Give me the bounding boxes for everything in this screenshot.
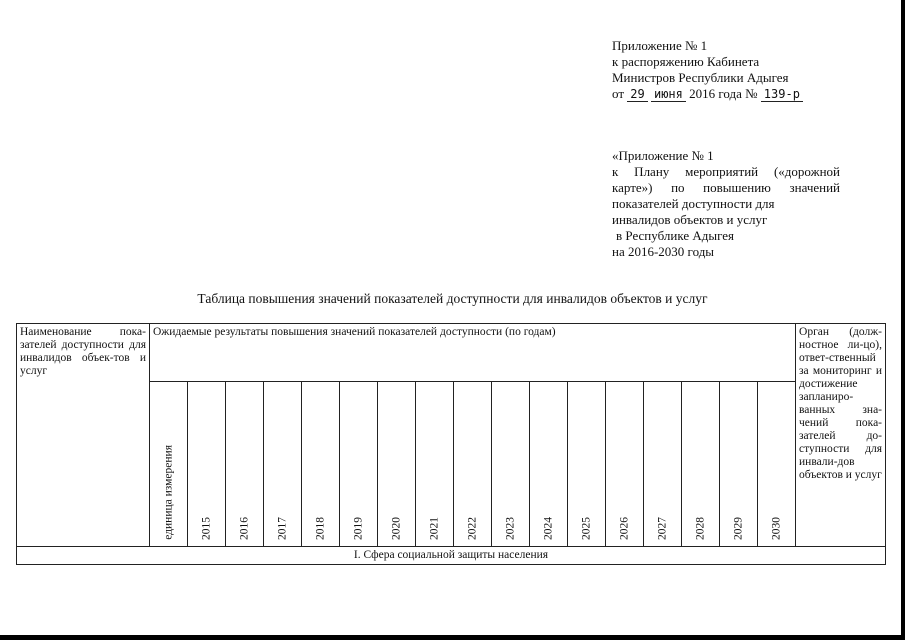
year-header: [492, 382, 530, 547]
unit-header: [150, 382, 188, 547]
header-row: [17, 324, 886, 382]
appendix-line: Приложение № 1: [612, 38, 708, 53]
year-label: 2028: [694, 517, 706, 540]
year-header: [264, 382, 302, 547]
year-header: [416, 382, 454, 547]
section-row: [17, 547, 886, 565]
indicator-name-header: Наименование пока-зателей доступности для инвалидов объек-тов и услуг: [17, 324, 150, 547]
year-label: 2018: [314, 517, 326, 540]
year-header: [454, 382, 492, 547]
year-header: [682, 382, 720, 547]
order-date-line: [612, 86, 803, 102]
year-label: 2024: [542, 517, 554, 540]
year-header: [302, 382, 340, 547]
page-right-border: [901, 0, 905, 640]
plan-line: на 2016-2030 годы: [612, 244, 715, 259]
year-label: 2027: [656, 517, 668, 540]
appendix-line: к распоряжению Кабинета: [612, 54, 760, 69]
plan-line: карте») по повышению значений: [612, 180, 840, 195]
plan-line: «Приложение № 1: [612, 148, 714, 163]
indicators-table: [16, 323, 886, 565]
year-label: 2025: [580, 517, 592, 540]
year-label: 2019: [352, 517, 364, 540]
appendix-plan-block: [612, 148, 840, 260]
year-label: 2030: [770, 517, 782, 540]
order-number: 139-р: [761, 87, 803, 102]
table-title: Таблица повышения значений показателей доступности для инвалидов объектов и услуг: [197, 291, 708, 306]
year-label: 2023: [504, 517, 516, 540]
expected-results-header: Ожидаемые результаты повышения значений показателей доступности (по годам): [150, 324, 796, 382]
year-header: [188, 382, 226, 547]
year-label: 2021: [428, 517, 440, 540]
year-header: [340, 382, 378, 547]
plan-line: к Плану мероприятий («дорожной: [612, 164, 840, 179]
year-label: 2022: [466, 517, 478, 540]
date-year: 2016 года №: [689, 86, 758, 101]
year-header: [644, 382, 682, 547]
year-label: 2029: [732, 517, 744, 540]
year-label: 2017: [276, 517, 288, 540]
plan-line: инвалидов объектов и услуг: [612, 212, 768, 227]
year-label: 2015: [200, 517, 212, 540]
appendix-line: Министров Республики Адыгея: [612, 70, 789, 85]
year-header: [606, 382, 644, 547]
year-header: [378, 382, 416, 547]
year-label: 2016: [238, 517, 250, 540]
section-title: I. Сфера социальной защиты населения: [17, 547, 886, 565]
plan-line: показателей доступности для: [612, 196, 775, 211]
year-label: 2020: [390, 517, 402, 540]
date-day: 29: [627, 87, 647, 102]
year-header: [568, 382, 606, 547]
responsible-body-header: Орган (долж-ностное ли-цо), ответ-ственный за мониторинг и достижение запланиро-ванных зна-чений пока-зателей до-ступности для инвали-дов объектов и услуг: [796, 324, 886, 547]
date-prefix: от: [612, 86, 625, 101]
unit-header-text: единица измерения: [162, 445, 174, 540]
year-header: [758, 382, 796, 547]
year-header: [226, 382, 264, 547]
year-label: 2026: [618, 517, 630, 540]
year-header: [720, 382, 758, 547]
date-month: июня: [651, 87, 686, 102]
appendix-order-block: [612, 38, 803, 102]
plan-line: в Республике Адыгея: [616, 228, 734, 243]
page-bottom-border: [0, 635, 905, 640]
year-header: [530, 382, 568, 547]
